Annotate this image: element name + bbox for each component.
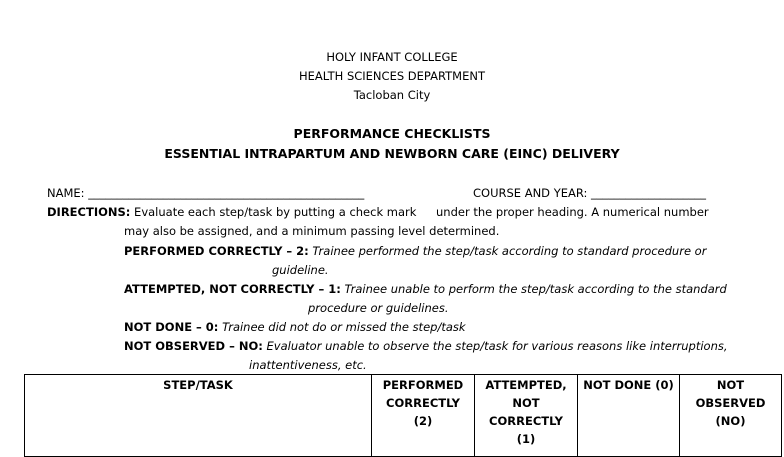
checklist-table: [24, 374, 782, 457]
legend-desc: Trainee unable to perform the step/task according to the standard: [344, 282, 727, 296]
column-header-not-observed: NOT OBSERVED (NO): [680, 375, 782, 457]
column-header-performed-correctly: PERFORMED CORRECTLY (2): [372, 375, 475, 457]
school-name: HOLY INFANT COLLEGE: [326, 50, 458, 64]
legend-term: NOT DONE – 0:: [124, 320, 219, 334]
city-name: Tacloban City: [353, 88, 431, 102]
legend-attempted-not-correctly: [124, 280, 727, 299]
column-header-not-done: NOT DONE (0): [578, 375, 680, 457]
column-header-step-task: STEP/TASK: [25, 375, 372, 457]
legend-desc-cont: guideline.: [272, 263, 329, 277]
directions-text-1b: under the proper heading. A numerical number: [436, 205, 709, 219]
column-header-attempted-not-correctly: ATTEMPTED, NOT CORRECTLY (1): [475, 375, 578, 457]
legend-desc: Trainee did not do or missed the step/task: [222, 320, 466, 334]
legend-performed-correctly: [124, 242, 706, 261]
directions-text-2: may also be assigned, and a minimum passing level determined.: [124, 224, 500, 238]
legend-term: ATTEMPTED, NOT CORRECTLY – 1:: [124, 282, 341, 296]
legend-desc-cont: inattentiveness, etc.: [249, 358, 367, 372]
legend-desc: Trainee performed the step/task according to standard procedure or: [312, 244, 707, 258]
directions-label: DIRECTIONS:: [47, 205, 131, 219]
course-year-field: COURSE AND YEAR: ____________________: [473, 186, 707, 200]
document-subtitle: ESSENTIAL INTRAPARTUM AND NEWBORN CARE (EINC) DELIVERY: [164, 146, 620, 161]
legend-not-observed: [124, 337, 728, 356]
directions-line-1: [47, 203, 416, 222]
directions-text-1a: Evaluate each step/task by putting a check mark: [134, 205, 417, 219]
legend-term: NOT OBSERVED – NO:: [124, 339, 263, 353]
legend-desc-cont: procedure or guidelines.: [308, 301, 449, 315]
legend-desc: Evaluator unable to observe the step/task for various reasons like interruptions,: [266, 339, 728, 353]
name-field: NAME: ________________________________________________: [47, 186, 365, 200]
legend-not-done: [124, 318, 466, 337]
legend-term: PERFORMED CORRECTLY – 2:: [124, 244, 309, 258]
department-name: HEALTH SCIENCES DEPARTMENT: [299, 69, 485, 83]
document-title: PERFORMANCE CHECKLISTS: [293, 126, 491, 141]
table-header-row: [25, 375, 782, 457]
